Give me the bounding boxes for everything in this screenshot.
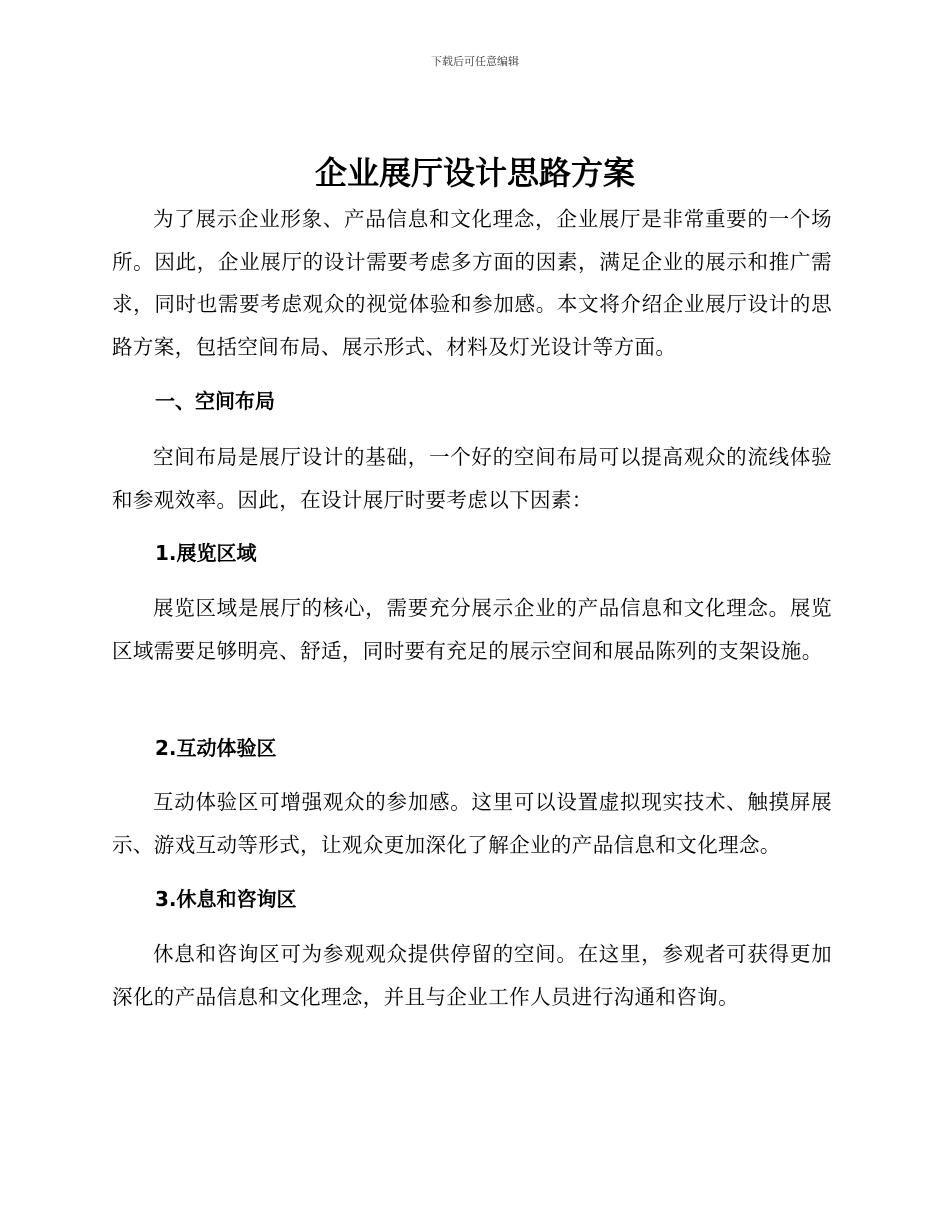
subheading-rest-consult-area: 3.休息和咨询区 bbox=[155, 887, 297, 911]
section-space-layout-paragraph: 空间布局是展厅设计的基础，一个好的空间布局可以提高观众的流线体验和参观效率。因此，在设计展厅时要考虑以下因素： bbox=[112, 445, 832, 512]
header-note: 下载后可任意编辑 bbox=[431, 55, 519, 68]
exhibition-area-paragraph: 展览区域是展厅的核心，需要充分展示企业的产品信息和文化理念。展览区域需要足够明亮、舒适，同时要有充足的展示空间和展品陈列的支架设施。 bbox=[112, 596, 832, 663]
section-heading-space-layout: 一、空间布局 bbox=[155, 389, 275, 413]
intro-paragraph: 为了展示企业形象、产品信息和文化理念，企业展厅是非常重要的一个场所。因此，企业展厅的设计需要考虑多方面的因素，满足企业的展示和推广需求，同时也需要考虑观众的视觉体验和参加感。本文将介绍企业展厅设计的思路方案，包括空间布局、展示形式、材料及灯光设计等方面。 bbox=[112, 207, 832, 359]
subheading-interactive-area: 2.互动体验区 bbox=[155, 736, 277, 760]
rest-consult-area-paragraph: 休息和咨询区可为参观观众提供停留的空间。在这里，参观者可获得更加深化的产品信息和文化理念，并且与企业工作人员进行沟通和咨询。 bbox=[112, 942, 832, 1009]
document-title: 企业展厅设计思路方案 bbox=[314, 154, 635, 192]
subheading-exhibition-area: 1.展览区域 bbox=[155, 541, 257, 565]
interactive-area-paragraph: 互动体验区可增强观众的参加感。这里可以设置虚拟现实技术、触摸屏展示、游戏互动等形式，让观众更加深化了解企业的产品信息和文化理念。 bbox=[112, 790, 832, 857]
